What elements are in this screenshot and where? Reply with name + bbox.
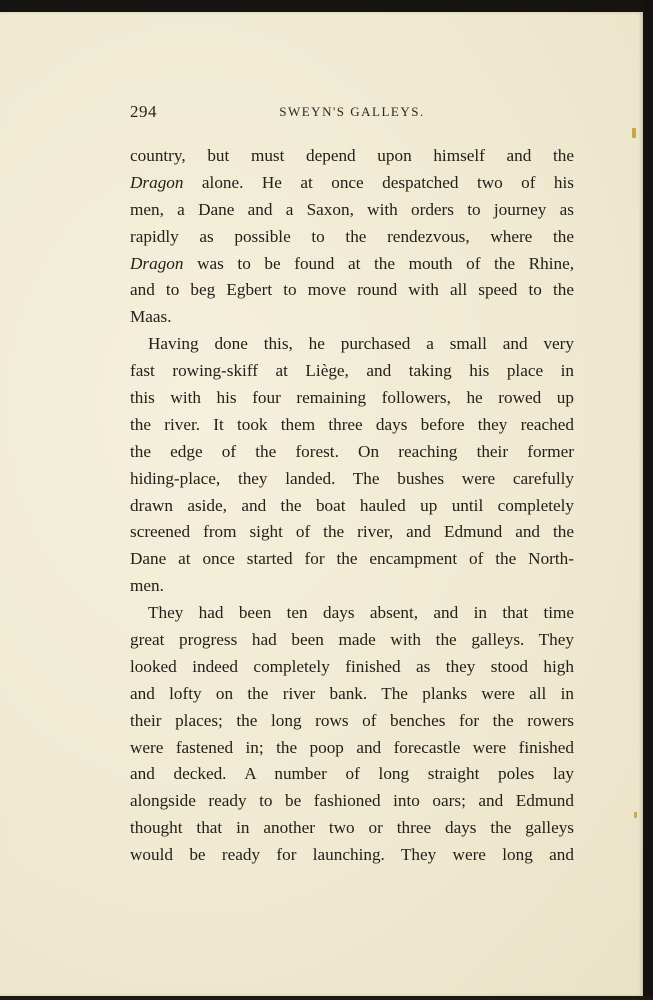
book-edge-bottom	[0, 996, 653, 1000]
text-line	[130, 251, 574, 278]
text-line	[130, 331, 574, 358]
text-segment: thought that in another two or three days the galleys	[130, 818, 574, 838]
text-segment: and to beg Egbert to move round with all speed to the	[130, 280, 574, 300]
text-segment: rapidly as possible to the rendezvous, where the	[130, 226, 574, 246]
page-stain	[634, 812, 637, 818]
text-line	[130, 842, 574, 869]
text-segment: this with his four remaining followers, he rowed up	[130, 388, 574, 408]
italic-ship-name: Dragon	[130, 253, 184, 273]
text-segment: the river. It took them three days before they reached	[130, 414, 574, 434]
text-line	[130, 627, 574, 654]
text-line	[130, 466, 574, 493]
text-line	[130, 573, 574, 600]
text-line	[130, 439, 574, 466]
text-segment: Having done this, he purchased a small and very	[148, 334, 574, 354]
page-number: 294	[130, 102, 157, 121]
text-segment: and decked. A number of long straight poles lay	[130, 764, 574, 784]
book-page	[0, 12, 643, 996]
text-line	[130, 546, 574, 573]
text-segment: were fastened in; the poop and forecastle were finished	[130, 737, 574, 757]
text-line	[130, 654, 574, 681]
text-segment: their places; the long rows of benches for the rowers	[130, 710, 574, 730]
text-line	[130, 761, 574, 788]
text-segment: men.	[130, 576, 164, 596]
text-line	[130, 788, 574, 815]
text-segment: would be ready for launching. They were long and	[130, 845, 574, 865]
text-segment: men, a Dane and a Saxon, with orders to journey as	[130, 199, 574, 219]
text-line	[130, 197, 574, 224]
text-line	[130, 277, 574, 304]
book-edge-right	[643, 0, 653, 1000]
text-segment: the edge of the forest. On reaching their former	[130, 441, 574, 461]
text-line	[130, 143, 574, 170]
book-edge-top	[0, 0, 653, 12]
text-line	[130, 493, 574, 520]
text-segment: looked indeed completely finished as they stood high	[130, 656, 574, 676]
body-text	[130, 143, 574, 869]
text-line	[130, 170, 574, 197]
text-segment: Maas.	[130, 307, 172, 327]
text-line	[130, 735, 574, 762]
italic-ship-name: Dragon	[130, 172, 184, 192]
text-line	[130, 224, 574, 251]
text-segment: great progress had been made with the galleys. They	[130, 630, 574, 650]
text-line	[130, 600, 574, 627]
text-line	[130, 385, 574, 412]
text-segment: Dane at once started for the encampment of the North-	[130, 549, 574, 569]
running-head: SWEYN'S GALLEYS.	[279, 104, 425, 119]
text-segment: They had been ten days absent, and in that time	[148, 603, 574, 623]
text-segment: alongside ready to be fashioned into oars; and Edmund	[130, 791, 574, 811]
text-segment: drawn aside, and the boat hauled up until completely	[130, 495, 574, 515]
page-stain	[632, 128, 636, 138]
text-line	[130, 681, 574, 708]
text-segment: country, but must depend upon himself and the	[130, 146, 574, 165]
text-segment: alone. He at once despatched two of his	[183, 172, 574, 192]
text-line	[130, 304, 574, 331]
text-segment: and lofty on the river bank. The planks were all in	[130, 683, 574, 703]
text-line	[130, 358, 574, 385]
text-segment: fast rowing-skiff at Liège, and taking his place in	[130, 361, 574, 381]
text-line	[130, 412, 574, 439]
text-line	[130, 708, 574, 735]
text-segment: was to be found at the mouth of the Rhine,	[183, 253, 574, 273]
text-segment: hiding-place, they landed. The bushes were carefully	[130, 468, 574, 488]
text-line	[130, 519, 574, 546]
text-line	[130, 815, 574, 842]
page-header	[130, 102, 574, 126]
text-segment: screened from sight of the river, and Edmund and the	[130, 522, 574, 542]
